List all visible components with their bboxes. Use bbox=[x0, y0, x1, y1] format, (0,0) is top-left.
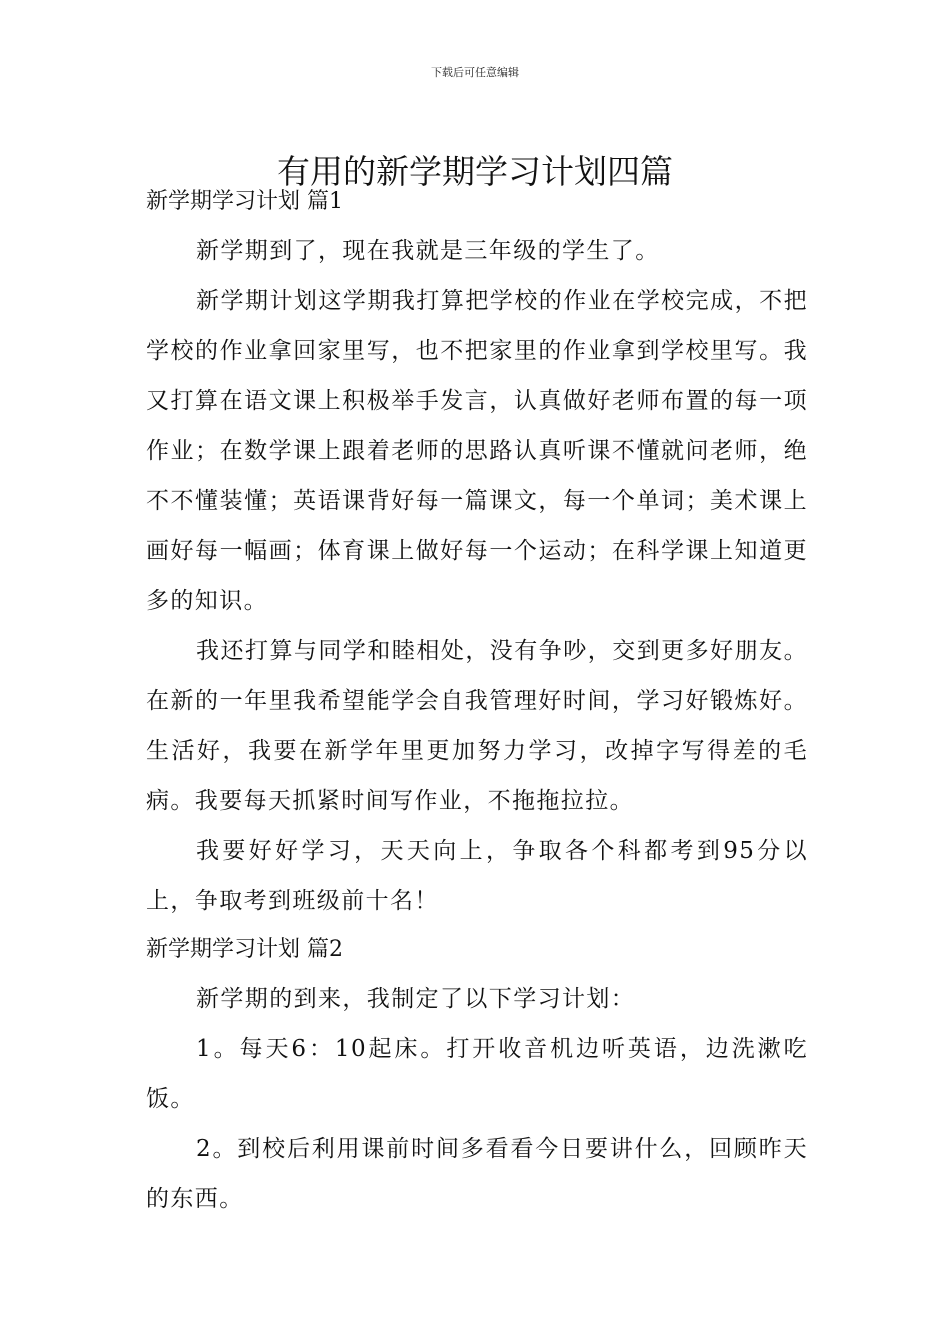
paragraph: 新学期到了，现在我就是三年级的学生了。 bbox=[196, 238, 660, 264]
paragraph: 1。每天6：10起床。打开收音机边听英语，边洗漱吃饭。 bbox=[146, 1036, 808, 1112]
paragraph: 新学期计划这学期我打算把学校的作业在学校完成，不把学校的作业拿回家里写，也不把家里的作业拿到学校里写。我又打算在语文课上积极举手发言，认真做好老师布置的每一项作业；在数学课上跟着老师的思路认真听课不懂就问老师，绝不不懂装懂；英语课背好每一篇课文，每一个单词；美术课上画好每一幅画；体育课上做好每一个运动；在科学课上知道更多的知识。 bbox=[146, 288, 808, 614]
section-heading: 新学期学习计划 篇2 bbox=[146, 937, 343, 962]
paragraph: 我还打算与同学和睦相处，没有争吵，交到更多好朋友。在新的一年里我希望能学会自我管理好时间，学习好锻炼好。生活好，我要在新学年里更加努力学习，改掉字写得差的毛病。我要每天抓紧时间写作业，不拖拖拉拉。 bbox=[146, 638, 808, 814]
header-note: 下载后可任意编辑 bbox=[431, 66, 519, 79]
paragraph: 2。到校后利用课前时间多看看今日要讲什么，回顾昨天的东西。 bbox=[146, 1136, 808, 1212]
section-heading: 新学期学习计划 篇1 bbox=[146, 189, 343, 214]
paragraph: 我要好好学习，天天向上，争取各个科都考到95分以上，争取考到班级前十名！ bbox=[146, 838, 808, 914]
paragraph: 新学期的到来，我制定了以下学习计划： bbox=[196, 986, 636, 1012]
document-title: 有用的新学期学习计划四篇 bbox=[277, 152, 673, 192]
document-body bbox=[146, 178, 808, 1224]
